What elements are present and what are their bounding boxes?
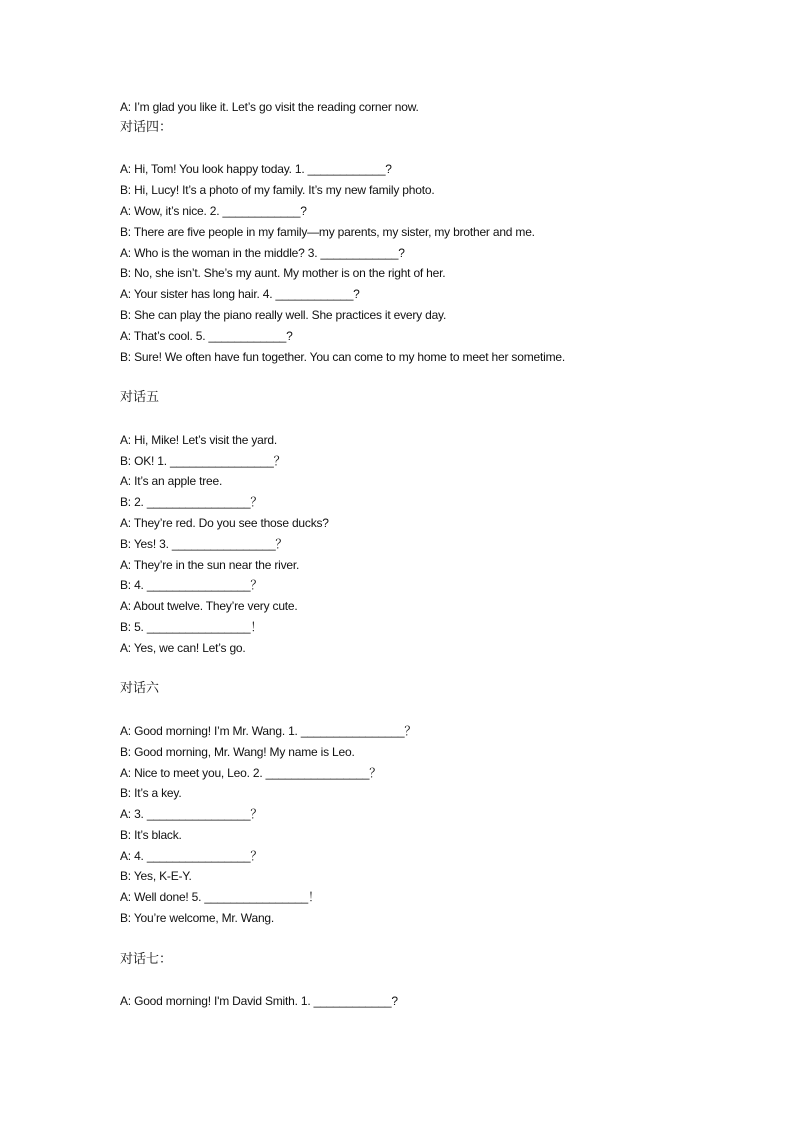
dialogue-line: A: I’m glad you like it. Let’s go visit the reading corner now.: [120, 100, 419, 114]
dialogue-line: A: They’re red. Do you see those ducks?: [120, 515, 329, 530]
dialogue-line: B: OK! 1. ________________？: [120, 453, 286, 468]
dialogue-line: B: Sure! We often have fun together. You can come to my home to meet her sometime.: [120, 349, 565, 364]
dialogue-line: A: Your sister has long hair. 4. ____________?: [120, 287, 360, 302]
dialogue-line: B: 5. ________________！: [120, 619, 263, 634]
dialogue-heading: 对话七：: [120, 951, 173, 967]
dialogue-line: B: It’s black.: [120, 827, 182, 842]
dialogue-line: A: Who is the woman in the middle? 3. ____________?: [120, 245, 405, 260]
blank-line: [120, 409, 740, 430]
dialogue-line: B: 4. ________________？: [120, 578, 263, 593]
blank-line: [120, 659, 740, 680]
blank-line: [120, 139, 740, 160]
dialogue-line: A: 3. ________________？: [120, 807, 263, 822]
dialogue-line: B: Yes, K-E-Y.: [120, 869, 192, 884]
dialogue-line: A: Hi, Tom! You look happy today. 1. ____________?: [120, 162, 392, 177]
dialogue-line: A: That’s cool. 5. ____________?: [120, 328, 293, 343]
dialogue-heading: 对话五: [120, 390, 160, 406]
dialogue-line: B: Good morning, Mr. Wang! My name is Leo.: [120, 744, 355, 759]
dialogue-line: A: 4. ________________？: [120, 848, 263, 863]
dialogue-line: A: Good morning! I’m Mr. Wang. 1. ________________？: [120, 723, 417, 738]
blank-line: [120, 929, 740, 950]
dialogue-line: A: It’s an apple tree.: [120, 474, 223, 489]
dialogue-line: A: Yes, we can! Let’s go.: [120, 640, 246, 655]
dialogue-line: B: Hi, Lucy! It’s a photo of my family. It’s my new family photo.: [120, 183, 435, 198]
blank-line: [120, 700, 740, 721]
blank-line: [120, 367, 740, 388]
dialogue-heading: 对话四：: [120, 119, 173, 135]
dialogue-line: B: There are five people in my family—my parents, my sister, my brother and me.: [120, 224, 535, 239]
dialogue-line: A: Hi, Mike! Let’s visit the yard.: [120, 432, 278, 447]
dialogue-line: A: Well done! 5. ________________！: [120, 890, 320, 905]
dialogue-line: A: Good morning! I'm David Smith. 1. ____________?: [120, 994, 398, 1009]
dialogue-line: A: Nice to meet you, Leo. 2. ________________？: [120, 765, 381, 780]
dialogue-text-body: [120, 97, 740, 1012]
dialogue-line: A: About twelve. They’re very cute.: [120, 599, 298, 614]
dialogue-line: B: No, she isn’t. She’s my aunt. My mother is on the right of her.: [120, 266, 446, 281]
dialogue-line: B: Yes! 3. ________________？: [120, 536, 288, 551]
dialogue-line: B: 2. ________________？: [120, 495, 263, 510]
blank-line: [120, 970, 740, 991]
dialogue-line: A: They’re in the sun near the river.: [120, 557, 300, 572]
dialogue-line: B: She can play the piano really well. She practices it every day.: [120, 307, 447, 322]
dialogue-line: B: You’re welcome, Mr. Wang.: [120, 911, 275, 926]
dialogue-line: B: It’s a key.: [120, 786, 182, 801]
dialogue-heading: 对话六: [120, 681, 160, 697]
dialogue-line: A: Wow, it’s nice. 2. ____________?: [120, 203, 307, 218]
